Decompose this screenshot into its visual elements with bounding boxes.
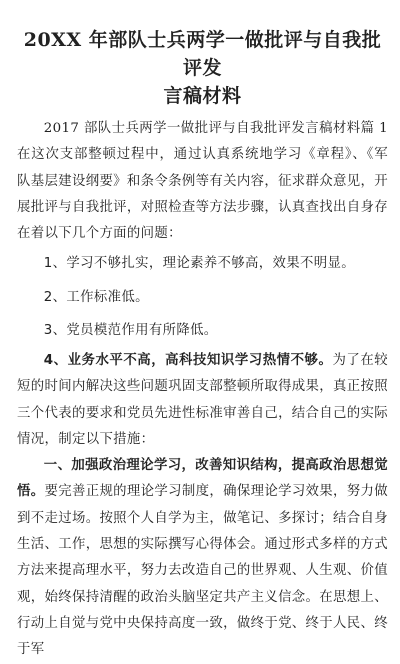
intro-paragraph: 2017 部队士兵两学一做批评与自我批评发言稿材料篇 1 在这次支部整顿过程中，通过认真系统地学习《章程》、《军队基层建设纲要》和条令条例等有关内容，征求群众意见，开展批评与自我批评，对照检查等方法步骤，认真查找出自身存在着以下几个方面的问题：: [17, 121, 388, 242]
problem-item-1-text: 1、学习不够扎实，理论素养不够高，效果不明显。: [43, 256, 355, 272]
problem-item-4-heading: 4、业务水平不高，高科技知识学习热情不够。: [43, 352, 333, 368]
problem-item-3: [17, 314, 388, 348]
problem-item-2-text: 2、工作标准低。: [43, 289, 149, 305]
problem-item-3-text: 3、党员模范作用有所降低。: [43, 323, 218, 339]
problem-item-4-paragraph: [17, 348, 388, 453]
problem-item-4-text: 为了在较短的时间内解决这些问题巩固支部整顿所取得成果，真正按照三个代表的要求和党员先进性标准审善自己，结合自己的实际情况，制定以下措施：: [17, 352, 388, 447]
measure-1-heading: 一、加强政治理论学习，改善知识结构，提高政治思想觉悟。: [17, 458, 388, 500]
measure-1-text: 要完善正规的理论学习制度，确保理论学习效果，努力做到不走过场。按照个人自学为主，做笔记、多探讨；结合自身生活、工作，思想的实际撰写心得体会。通过形式多样的方式方法来提高理水平，努力去改造自己的世界观、人生观、价值观，始终保持清醒的政治头脑坚定共产主义信念。在思想上、行动上自觉与党中央保持高度一致，做终于党、终于人民、终于军: [17, 484, 388, 658]
measure-1-paragraph: [17, 453, 388, 663]
problem-item-1: [17, 247, 388, 281]
problem-item-2: [17, 281, 388, 315]
document-title-line-2: 言稿材料: [163, 85, 242, 107]
document-title-line-1: 20XX 年部队士兵两学一做批评与自我批评发: [23, 29, 382, 79]
document-title: [17, 26, 388, 110]
